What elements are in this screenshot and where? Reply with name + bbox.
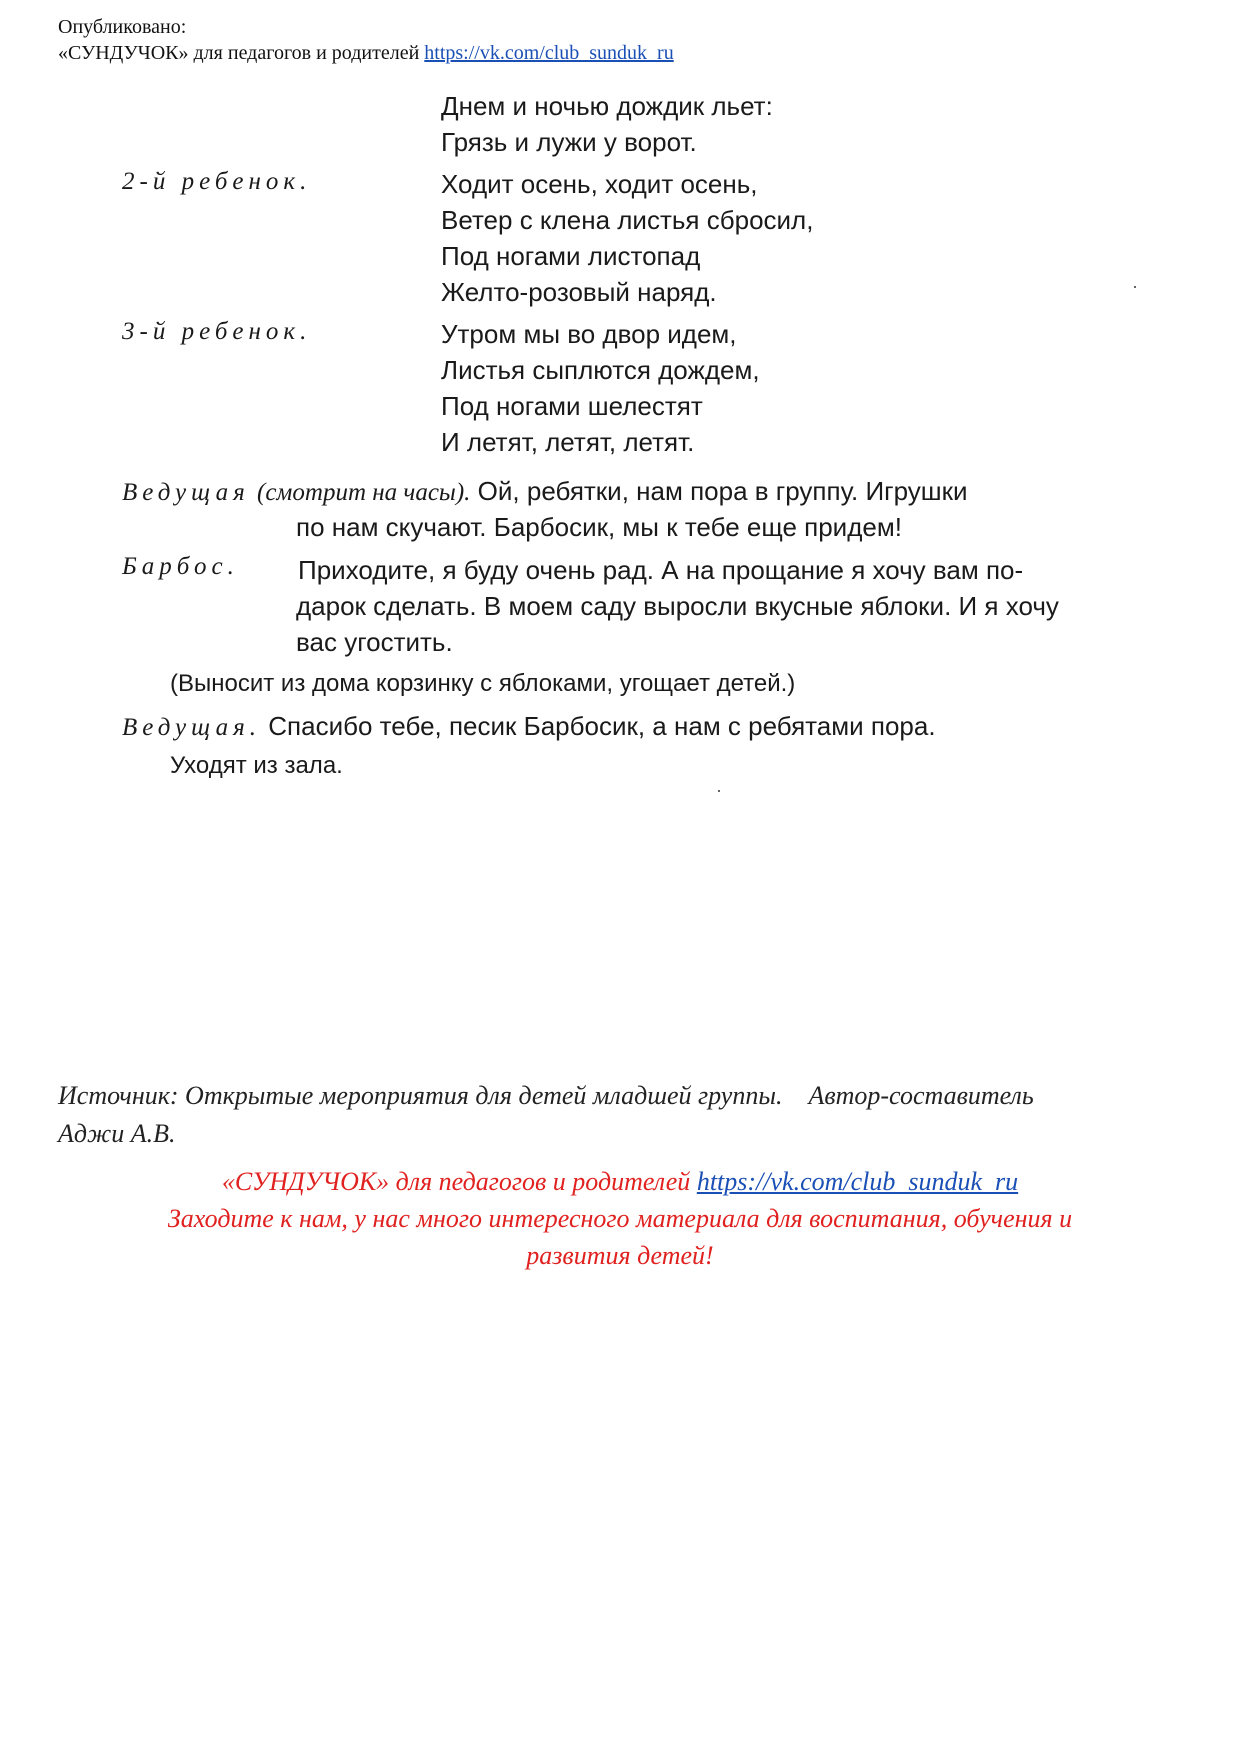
role-barbos: Барбос.: [122, 553, 239, 580]
verse-line: Утром мы во двор идем,: [441, 319, 737, 349]
footer-invite-line-end: развития детей!: [526, 1241, 714, 1270]
dialogue-text: Приходите, я буду очень рад. А на прощание я хочу вам по-: [298, 555, 1024, 585]
footer-club-line: [60, 1163, 1180, 1200]
dialogue-text: дарок сделать. В моем саду выросли вкусные яблоки. И я хочу: [296, 591, 1059, 621]
role-vedushchaya: Ведущая.: [122, 714, 262, 741]
footer-invite-line: Заходите к нам, у нас много интересного материала для воспитания, обучения и: [167, 1204, 1073, 1233]
dialogue-barbos: [298, 552, 1023, 588]
scan-speck: [1134, 286, 1136, 288]
club-footer: [60, 1163, 1180, 1274]
verse-3: [441, 316, 760, 460]
verse-line: И летят, летят, летят.: [441, 427, 695, 457]
dialogue-text: вас угостить.: [296, 627, 453, 657]
dialogue-text: Ой, ребятки, нам пора в группу. Игрушки: [477, 476, 968, 506]
header-club-name: «СУНДУЧОК» для педагогов и родителей: [58, 42, 420, 64]
header-club-link[interactable]: https://vk.com/club_sunduk_ru: [424, 42, 674, 64]
stage-direction: (Выносит из дома корзинку с яблоками, угощает детей.): [170, 670, 796, 697]
dialogue-barbos-cont: [296, 588, 1059, 660]
verse-line: Днем и ночью дождик льет:: [441, 91, 773, 121]
verse-2: [441, 166, 813, 310]
role-child-2: 2-й ребенок.: [122, 168, 312, 195]
verse-1: [441, 88, 773, 160]
role-vedushchaya: Ведущая: [122, 479, 250, 506]
verse-line: Грязь и лужи у ворот.: [441, 127, 697, 157]
publication-header: [58, 14, 674, 66]
scan-speck: [718, 790, 720, 792]
source-note: [58, 1077, 1198, 1153]
verse-line: Под ногами листопад: [441, 241, 701, 271]
exit-direction: Уходят из зала.: [170, 752, 343, 779]
dialogue-vedushchaya-1-cont: по нам скучают. Барбосик, мы к тебе еще придем!: [296, 512, 902, 542]
verse-line: Листья сыплются дождем,: [441, 355, 760, 385]
dialogue-vedushchaya-2: [122, 708, 936, 746]
verse-line: Ветер с клена листья сбросил,: [441, 205, 814, 235]
verse-line: Ходит осень, ходит осень,: [441, 169, 758, 199]
verse-line: Под ногами шелестят: [441, 391, 703, 421]
footer-club-link[interactable]: https://vk.com/club_sunduk_ru: [696, 1167, 1019, 1196]
verse-line: Желто-розовый наряд.: [441, 277, 717, 307]
dialogue-text: Спасибо тебе, песик Барбосик, а нам с ребятами пора.: [268, 711, 936, 741]
published-label: Опубликовано:: [58, 16, 187, 38]
header-club-line: [58, 40, 674, 66]
stage-remark: (смотрит на часы).: [257, 479, 471, 506]
source-author: Аджи А.В.: [58, 1119, 176, 1148]
source-text: Источник: Открытые мероприятия для детей младшей группы. Автор-составитель: [58, 1081, 1034, 1110]
role-child-3: 3-й ребенок.: [122, 318, 312, 345]
footer-club-name: «СУНДУЧОК» для педагогов и родителей: [221, 1167, 691, 1196]
dialogue-vedushchaya-1: [122, 473, 968, 511]
